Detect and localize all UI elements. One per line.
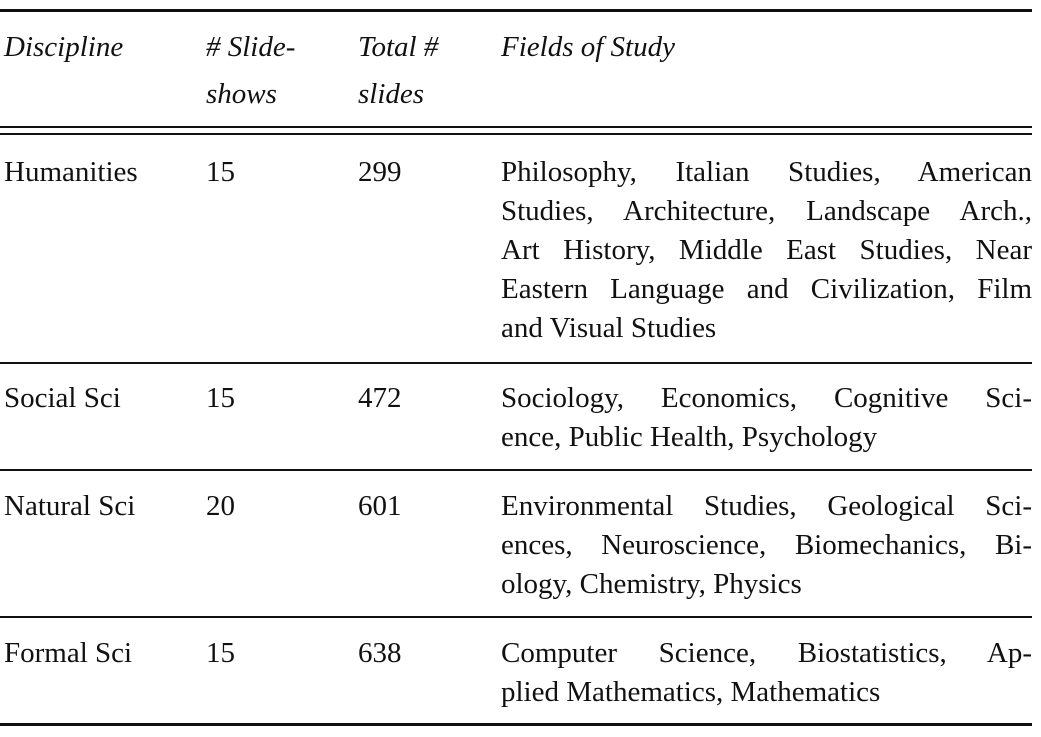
header-rule-upper [0,126,1032,128]
fields-line: plied Mathematics, Mathematics [501,676,881,708]
row-formal-fields [501,634,1032,712]
fields-line: and Visual Studies [501,312,717,344]
row-social-fields [501,379,1032,457]
header-total-line1: Total # [358,31,439,63]
fields-line: Environmental Studies, Geological Sci- [501,490,1032,522]
row-social-total: 472 [358,382,402,414]
header-fields: Fields of Study [501,31,675,63]
fields-line: ences, Neuroscience, Biomechanics, Bi- [501,529,1032,561]
fields-line: ology, Chemistry, Physics [501,568,802,600]
row-natural-fields [501,487,1032,604]
fields-line: Eastern Language and Civilization, Film [501,273,1032,305]
row-humanities-slideshows: 15 [206,156,235,188]
row-divider [0,362,1032,364]
header-total-line2: slides [358,78,425,110]
row-natural-discipline: Natural Sci [4,490,136,522]
row-formal-slideshows: 15 [206,637,235,669]
fields-line: Philosophy, Italian Studies, American [501,156,1032,188]
row-formal-total: 638 [358,637,402,669]
bottom-rule [0,723,1032,726]
fields-line: ence, Public Health, Psychology [501,421,878,453]
row-formal-discipline: Formal Sci [4,637,133,669]
row-humanities-discipline: Humanities [4,156,138,188]
row-social-discipline: Social Sci [4,382,121,414]
fields-line: Studies, Architecture, Landscape Arch., [501,195,1032,227]
row-divider [0,616,1032,618]
header-rule-lower [0,133,1032,135]
row-humanities-total: 299 [358,156,402,188]
row-natural-slideshows: 20 [206,490,235,522]
header-slideshows-line1: # Slide- [206,31,296,63]
row-social-slideshows: 15 [206,382,235,414]
header-slideshows-line2: shows [206,78,277,110]
row-natural-total: 601 [358,490,402,522]
row-humanities-fields [501,153,1032,348]
fields-line: Computer Science, Biostatistics, Ap- [501,637,1032,669]
top-rule [0,9,1032,12]
row-divider [0,469,1032,471]
header-discipline: Discipline [4,31,124,63]
fields-line: Sociology, Economics, Cognitive Sci- [501,382,1032,414]
fields-line: Art History, Middle East Studies, Near [501,234,1032,266]
